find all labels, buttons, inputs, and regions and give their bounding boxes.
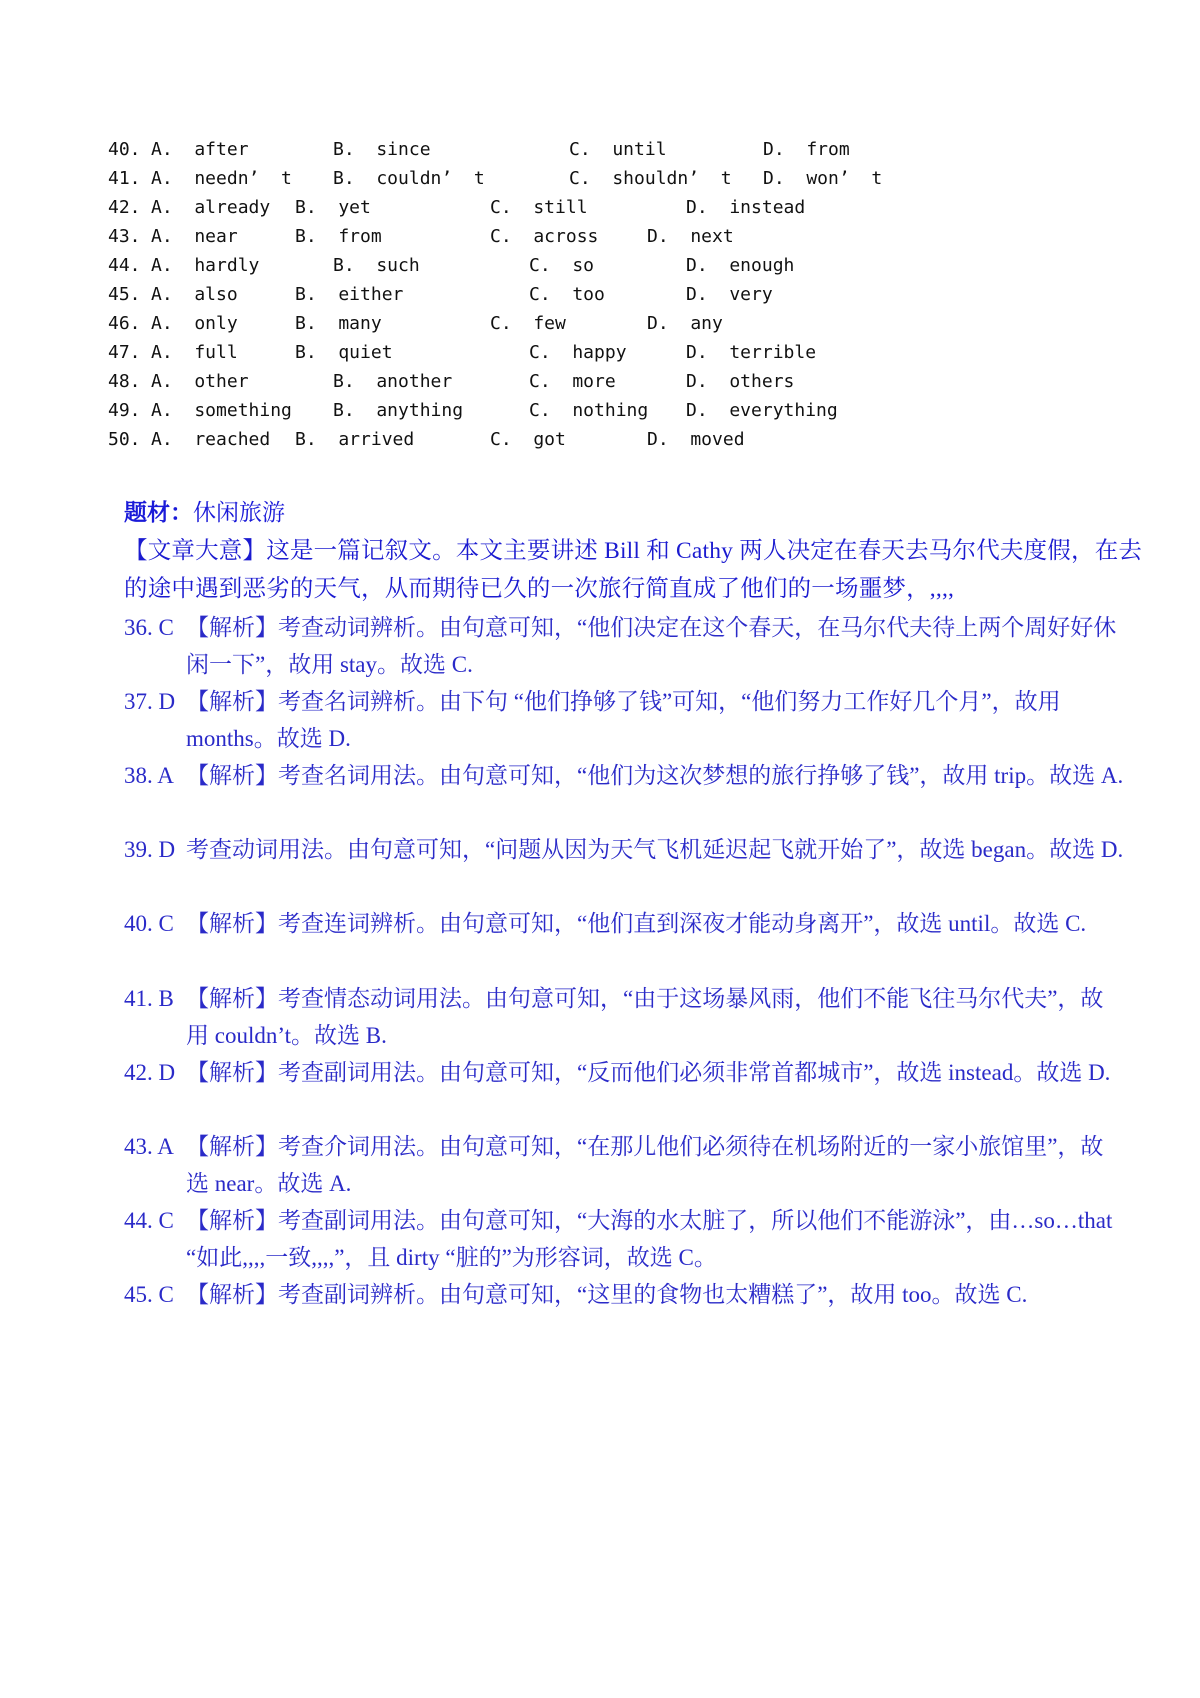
option-row-50	[108, 426, 1108, 454]
option-c: C. got	[490, 429, 566, 450]
option-c: C. nothing	[529, 400, 649, 421]
option-c: C. more	[529, 371, 616, 392]
option-a: A. also	[151, 284, 238, 305]
option-d: D. others	[686, 371, 795, 392]
option-a: A. something	[151, 400, 292, 421]
option-b: B. anything	[333, 400, 464, 421]
question-number: 50.	[108, 429, 141, 450]
option-row-40	[108, 136, 1108, 164]
option-d: D. won’ t	[763, 168, 883, 189]
answer-key: 41. B	[124, 986, 174, 1011]
explanation-text: 【解析】考查连词辨析。由句意可知，“他们直到深夜才能动身离开”，故选 until。故选 C.	[186, 911, 1087, 936]
option-a: A. needn’ t	[151, 168, 292, 189]
option-a: A. full	[151, 342, 238, 363]
option-c: C. across	[490, 226, 599, 247]
option-d: D. any	[647, 313, 723, 334]
option-d: D. from	[763, 139, 850, 160]
option-a: A. only	[151, 313, 238, 334]
option-c: C. too	[529, 284, 605, 305]
question-number: 40.	[108, 139, 141, 160]
explanation-39	[124, 831, 1124, 868]
option-row-47	[108, 339, 1108, 367]
explanation-44	[124, 1202, 1124, 1276]
option-a: A. already	[151, 197, 271, 218]
option-d: D. instead	[686, 197, 806, 218]
option-b: B. since	[333, 139, 431, 160]
option-c: C. shouldn’ t	[569, 168, 732, 189]
option-a: A. near	[151, 226, 238, 247]
topic-value: 休闲旅游	[193, 500, 285, 525]
question-number: 45.	[108, 284, 141, 305]
option-row-49	[108, 397, 1108, 425]
explanation-text: 【解析】考查副词辨析。由句意可知，“这里的食物也太糟糕了”，故用 too。故选 C.	[186, 1282, 1028, 1307]
option-d: D. terrible	[686, 342, 817, 363]
option-b: B. yet	[295, 197, 371, 218]
option-d: D. enough	[686, 255, 795, 276]
question-number: 44.	[108, 255, 141, 276]
explanation-42	[124, 1054, 1124, 1091]
option-row-44	[108, 252, 1108, 280]
explanation-43	[124, 1128, 1124, 1202]
option-row-45	[108, 281, 1108, 309]
question-number: 41.	[108, 168, 141, 189]
answer-key: 37. D	[124, 689, 176, 714]
option-d: D. everything	[686, 400, 838, 421]
explanation-40	[124, 905, 1124, 942]
answer-key: 45. C	[124, 1282, 174, 1307]
explanation-text: 【解析】考查副词用法。由句意可知，“大海的水太脏了，所以他们不能游泳”，由…so…that “如此,,,,一致,,,,”，且 dirty “脏的”为形容词，故选 C。	[186, 1208, 1113, 1270]
option-a: A. after	[151, 139, 249, 160]
explanation-text: 【解析】考查情态动词用法。由句意可知，“由于这场暴风雨，他们不能飞往马尔代夫”，故用 couldn’t。故选 B.	[186, 986, 1104, 1048]
explanation-text: 【解析】考查名词用法。由句意可知，“他们为这次梦想的旅行挣够了钱”，故用 trip。故选 A.	[186, 763, 1124, 788]
option-d: D. next	[647, 226, 734, 247]
explanation-text: 【解析】考查副词用法。由句意可知，“反而他们必须非常首都城市”，故选 instead。故选 D.	[186, 1060, 1111, 1085]
option-d: D. moved	[647, 429, 745, 450]
option-b: B. such	[333, 255, 420, 276]
explanation-36	[124, 609, 1124, 683]
explanation-text: 【解析】考查介词用法。由句意可知，“在那儿他们必须待在机场附近的一家小旅馆里”，故选 near。故选 A.	[186, 1134, 1104, 1196]
answer-key: 44. C	[124, 1208, 174, 1233]
option-c: C. until	[569, 139, 667, 160]
explanation-45	[124, 1276, 1124, 1313]
question-number: 46.	[108, 313, 141, 334]
option-c: C. so	[529, 255, 595, 276]
answer-key: 40. C	[124, 911, 174, 936]
option-c: C. still	[490, 197, 588, 218]
answer-key: 38. A	[124, 763, 174, 788]
question-number: 42.	[108, 197, 141, 218]
option-row-42	[108, 194, 1108, 222]
option-b: B. from	[295, 226, 382, 247]
explanation-41	[124, 980, 1124, 1054]
option-c: C. happy	[529, 342, 627, 363]
option-b: B. quiet	[295, 342, 393, 363]
question-number: 47.	[108, 342, 141, 363]
option-a: A. other	[151, 371, 249, 392]
option-row-48	[108, 368, 1108, 396]
explanation-text: 考查动词用法。由句意可知，“问题从因为天气飞机延迟起飞就开始了”，故选 began。故选 D.	[186, 837, 1124, 862]
question-number: 48.	[108, 371, 141, 392]
option-row-46	[108, 310, 1108, 338]
question-number: 43.	[108, 226, 141, 247]
option-row-41	[108, 165, 1108, 193]
option-a: A. reached	[151, 429, 271, 450]
answer-key: 36. C	[124, 615, 174, 640]
article-summary: 【文章大意】这是一篇记叙文。本文主要讲述 Bill 和 Cathy 两人决定在春天去马尔代夫度假，在去的途中遇到恶劣的天气，从而期待已久的一次旅行简直成了他们的一场噩梦，,,,,	[124, 538, 1143, 602]
option-b: B. couldn’ t	[333, 168, 485, 189]
question-number: 49.	[108, 400, 141, 421]
answer-key: 42. D	[124, 1060, 176, 1085]
option-c: C. few	[490, 313, 566, 334]
option-a: A. hardly	[151, 255, 260, 276]
explanation-text: 【解析】考查动词辨析。由句意可知，“他们决定在这个春天，在马尔代夫待上两个周好好休闲一下”，故用 stay。故选 C.	[186, 615, 1117, 677]
option-d: D. very	[686, 284, 773, 305]
topic-line	[124, 494, 1144, 531]
explanation-37	[124, 683, 1124, 757]
answer-key: 43. A	[124, 1134, 174, 1159]
option-row-43	[108, 223, 1108, 251]
option-b: B. another	[333, 371, 453, 392]
explanation-text: 【解析】考查名词辨析。由下句 “他们挣够了钱”可知，“他们努力工作好几个月”，故用 months。故选 D.	[186, 689, 1061, 751]
option-b: B. arrived	[295, 429, 415, 450]
option-b: B. many	[295, 313, 382, 334]
explanation-38	[124, 757, 1124, 794]
answer-key: 39. D	[124, 837, 176, 862]
option-b: B. either	[295, 284, 404, 305]
topic-label: 题材：	[124, 500, 193, 525]
